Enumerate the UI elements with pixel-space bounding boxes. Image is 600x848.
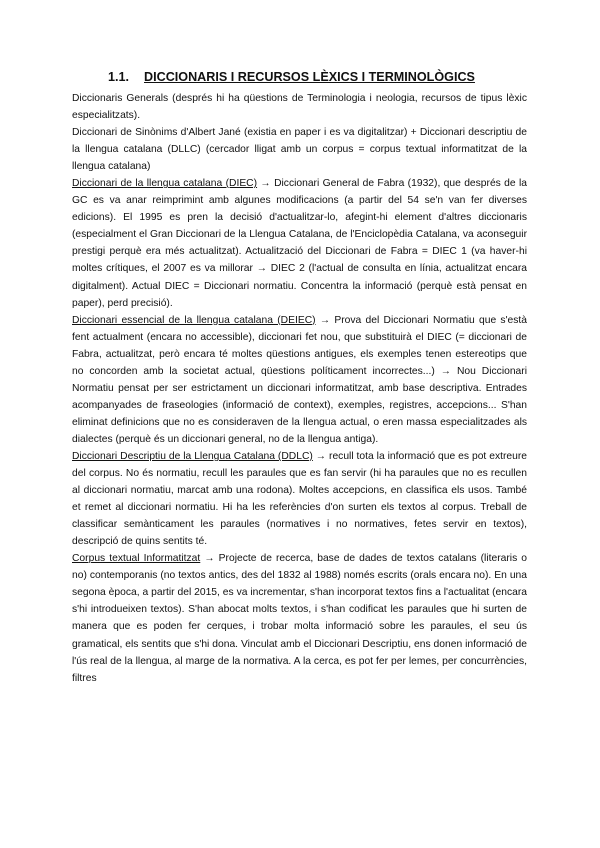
section-title: DICCIONARIS I RECURSOS LÈXICS I TERMINOLÒGICS [144,70,475,84]
paragraph-text: Diccionari de Sinònims d'Albert Jané (existia en paper i es va digitalitzar) + Diccionari descriptiu de la llengua catalana (DLLC) (cercador lligat amb un corpus = corpus textual informatitzat de la llengua catalana) [72,127,527,173]
term-ddlc: Diccionari Descriptiu de la Llengua Catalana (DDLC) [72,450,313,462]
paragraph-text: → Prova del Diccionari Normatiu que s'està fent actualment (encara no accessible), diccionari fet nou, que substituirà el DIEC (= diccionari de Fabra, actualitzat, però encara té moltes qüestions antigues, els exemples tenen estereotips que no concorden amb la societat actual, qüestions políticament incorrectes...) → Nou Diccionari Normatiu pensat per ser estrictament un diccionari informatitzat, amb base descriptiva. Entrades acompanyades de fraseologies (informació de context), exemples, registres, accepcions... S'han eliminat definicions que no es consideraven de la llengua actual, o eren massa especialitzades als dialectes (perquè és un diccionari general, no de la llengua antiga). [72,314,527,445]
term-corpus: Corpus textual Informatitzat [72,553,201,565]
paragraph-ddlc [72,448,527,550]
paragraph-text: → recull tota la informació que es pot extreure del corpus. No és normatiu, recull les paraules que es fan servir (hi ha paraules que no es recullen al diccionari normatiu, marcat amb una rodona). Moltes accepcions, en classifica els usos. També et remet al diccionari normatiu. Hi ha les referències d'on surten els textos al corpus. Treball de classificar semànticament les paraules (normatives i no normatives, fetes servir en textos), descripció de quins sentits té. [72,450,528,548]
paragraph-text: Diccionaris Generals (després hi ha qüestions de Terminologia i neologia, recursos de tipus lèxic especialitzats). [72,93,527,122]
paragraph-text: → Diccionari General de Fabra (1932), que després de la GC es va anar reimprimint amb algunes modificacions (a partir del 54 se'n van fer diverses edicions). El 1995 es pren la decisió d'actualitzar-lo, afegint-hi element d'altres diccionaris (especialment el Gran Diccionari de la Llengua Catalana, de l'Enciclopèdia Catalana, va aconseguir prestigi perquè era més actualitzat). Actualització del Diccionari de Fabra = DIEC 1 (va haver-hi moltes crítiques, el 2007 es va millorar → DIEC 2 (l'actual de consulta en línia, actualitzat encara digitalment). Actual DIEC = Diccionari normatiu. Concentra la informació (perquè està pensat en paper), perd precisió). [72,178,528,309]
paragraph-general-dictionaries [72,90,527,124]
paragraph-corpus [72,550,527,686]
paragraph-synonyms-dllc [72,124,527,175]
term-diec: Diccionari de la llengua catalana (DIEC) [72,178,258,190]
term-deiec: Diccionari essencial de la llengua catalana (DEIEC) [72,314,316,326]
document-page [72,70,527,687]
paragraph-diec [72,175,527,311]
paragraph-text: → Projecte de recerca, base de dades de textos catalans (literaris o no) contemporanis (no textos antics, des del 1832 al 1988) només escrits (orals encara no). En una segona època, a partir del 2015, es va incrementar, s'han incorporat textos fins a l'actualitat (encara s'hi introdueixen textos). S'han abocat molts textos, i s'han codificat les paraules que hi surten de manera que es poden fer cerques, i trobar molta informació sobre les paraules, el seu ús gramatical, els sentits que s'hi dona. Vinculat amb el Diccionari Descriptiu, ens donen informació de l'ús real de la llengua, al marge de la normativa. A la cerca, es pot fer per lemes, per concurrències, filtres [72,553,527,684]
section-number: 1.1. [108,70,130,84]
paragraph-deiec [72,312,527,448]
section-heading [72,70,527,84]
